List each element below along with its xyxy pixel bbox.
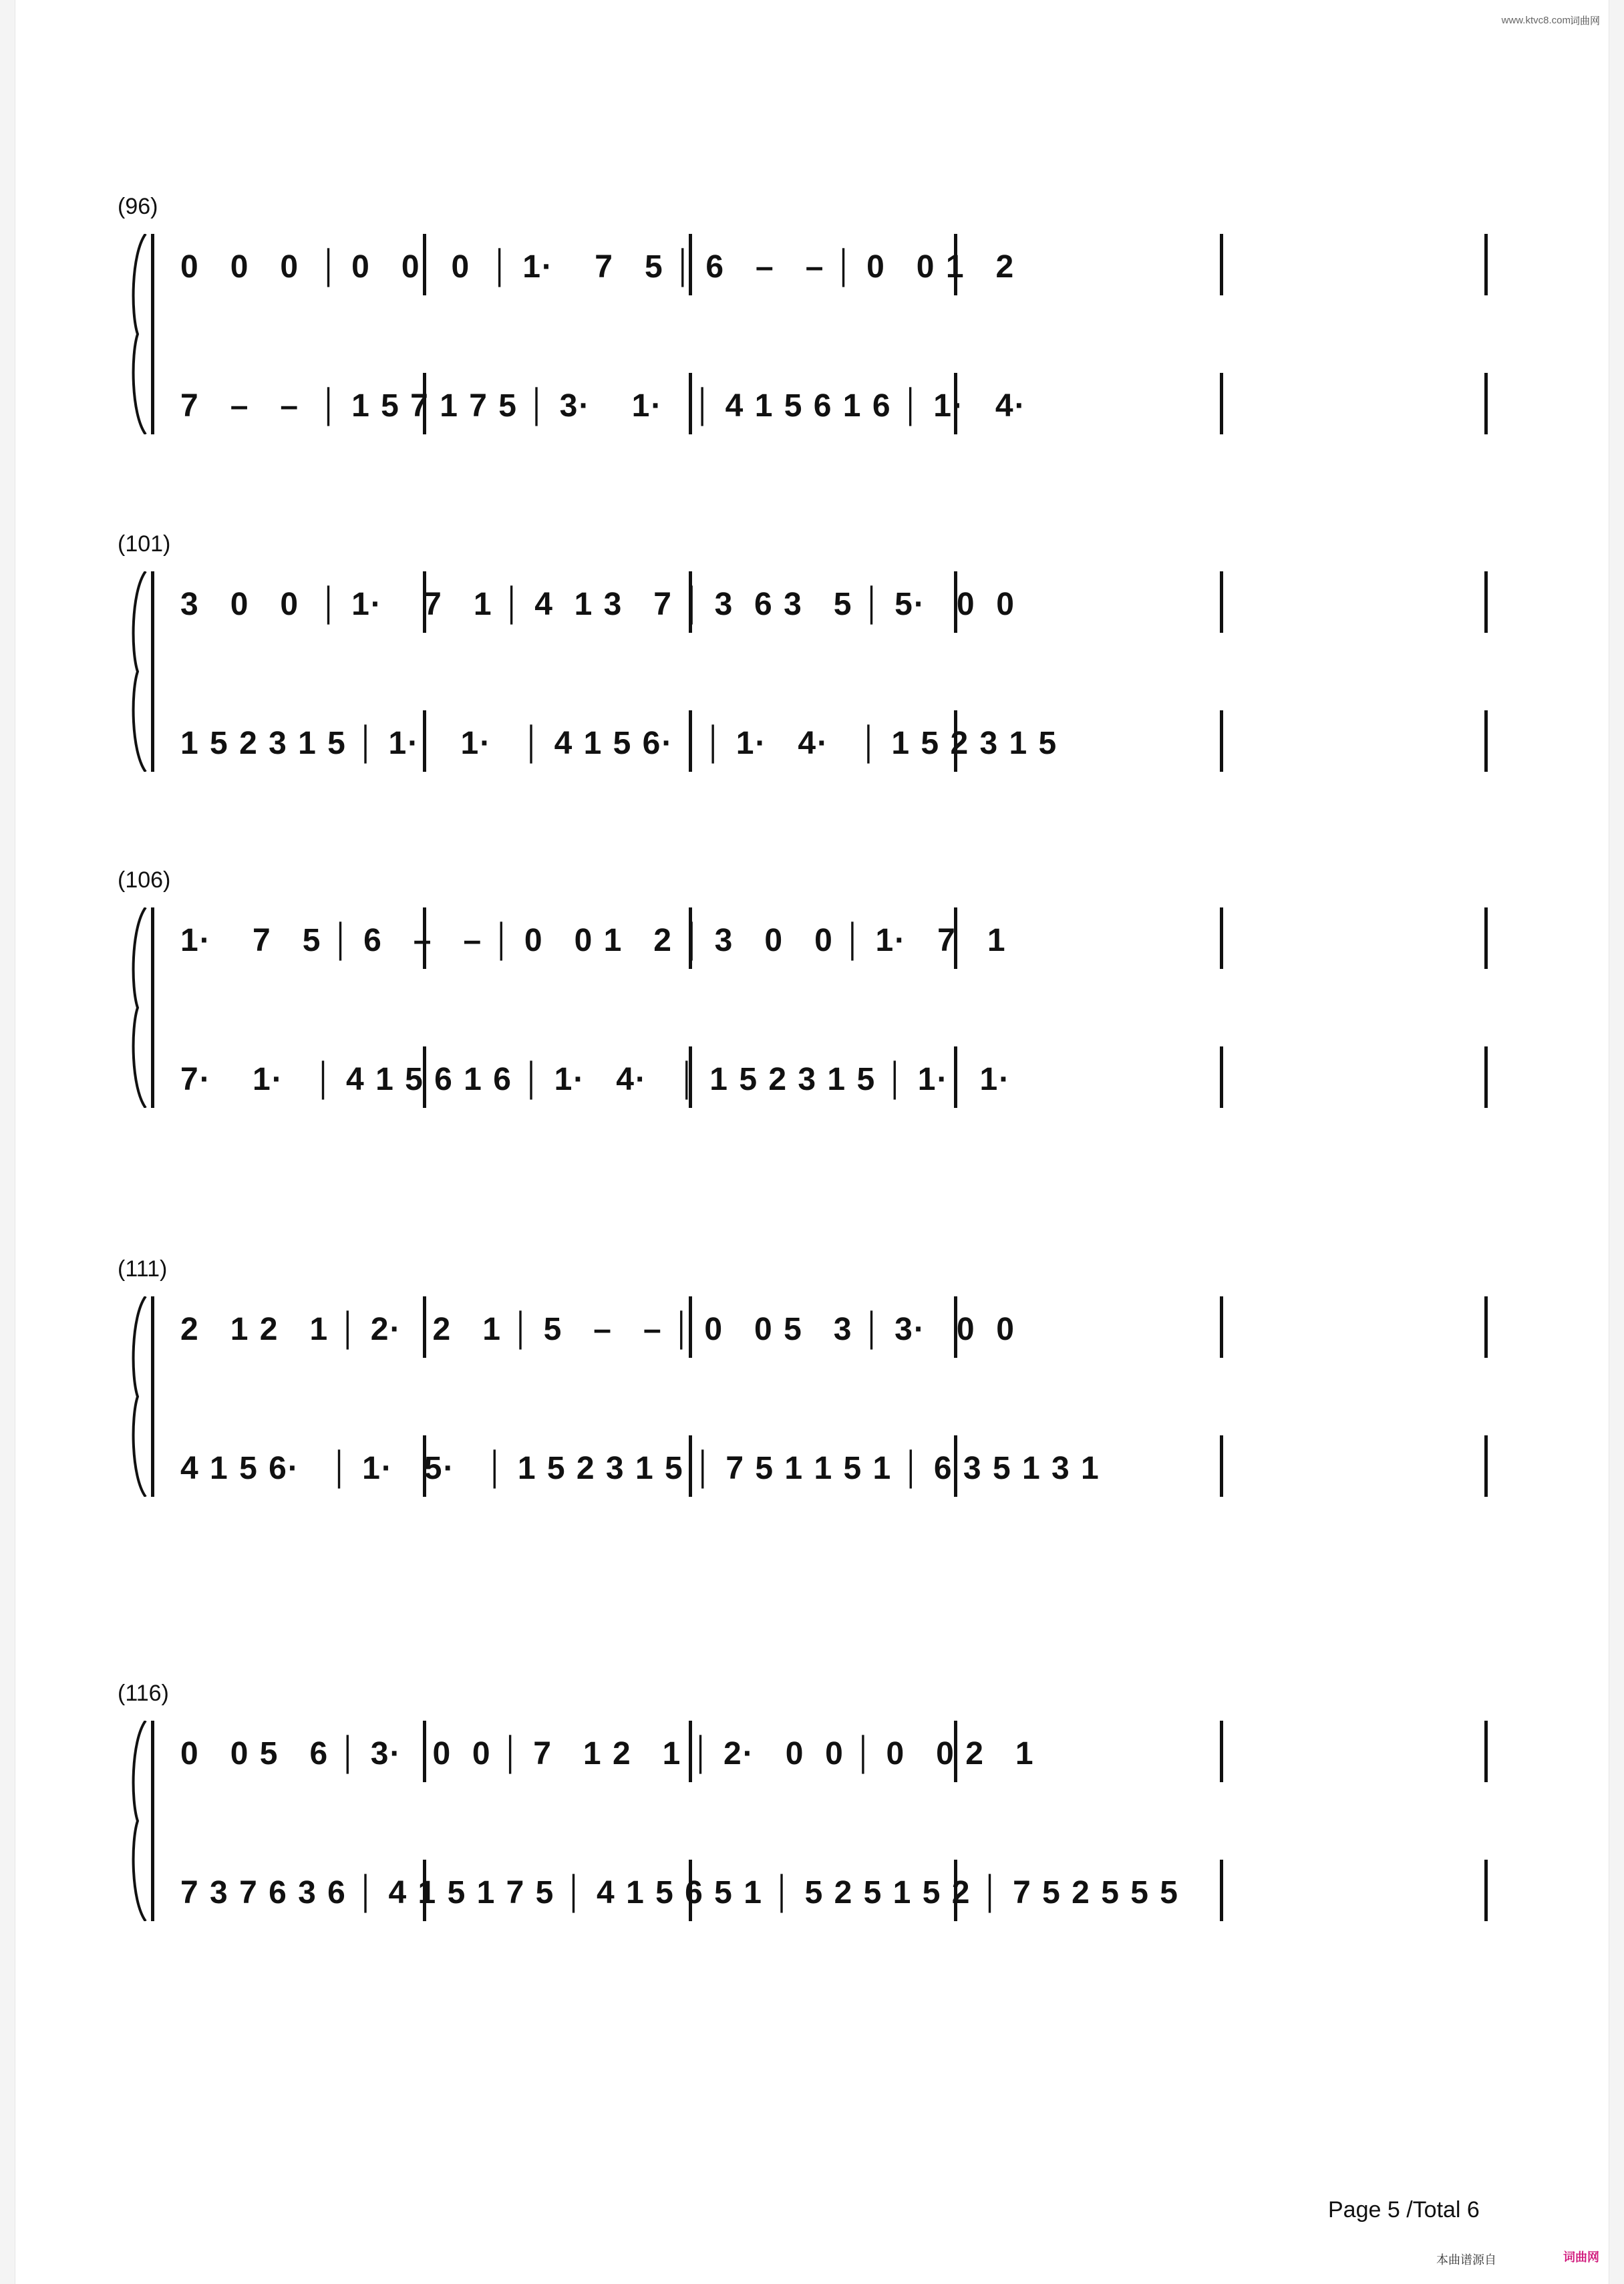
barline xyxy=(1220,907,1223,969)
barline xyxy=(1484,1296,1488,1358)
treble-notes: 2 1 2 1 │ 2· 2 1 │ 5 – – │ 0 0 5 3 │ 3· 0 0 xyxy=(180,1312,1015,1347)
right-border-strip xyxy=(1609,0,1624,2284)
treble-notes: 0 0 0 │ 0 0 0 │ 1· 7 5 │ 6 – – │ 0 0 1 2 xyxy=(180,249,1015,285)
page-indicator: Page 5 /Total 6 xyxy=(1328,2197,1480,2223)
bass-notes: 7 – – │ 1 5 7 1 7 5 │ 3· 1· │ 4 1 5 6 1 6 │ 1· 4· xyxy=(180,388,1027,424)
system-line xyxy=(151,571,154,772)
score-system xyxy=(114,531,1490,825)
barline xyxy=(1220,234,1223,295)
barline xyxy=(1484,1721,1488,1782)
barline xyxy=(1484,907,1488,969)
grand-staff-brace xyxy=(127,1721,147,1921)
measure-number: (96) xyxy=(118,194,158,219)
left-border-strip xyxy=(0,0,15,2284)
header-url: www.ktvc8.com xyxy=(1501,15,1571,26)
grand-staff-brace xyxy=(127,907,147,1108)
score-system xyxy=(114,194,1490,488)
bass-notes: 7 3 7 6 3 6 │ 4 1 5 1 7 5 │ 4 1 5 6 5 1 │ 5 2 5 1 5 2 │ 7 5 2 5 5 5 xyxy=(180,1875,1179,1910)
header-logo: 词曲网 xyxy=(1569,15,1600,27)
barline xyxy=(1220,1860,1223,1921)
barline xyxy=(1220,710,1223,772)
system-line xyxy=(151,1721,154,1921)
bass-notes: 7· 1· │ 4 1 5 6 1 6 │ 1· 4· │ 1 5 2 3 1 5 │ 1· 1· xyxy=(180,1062,1011,1097)
treble-notes: 1· 7 5 │ 6 – – │ 0 0 1 2 │ 3 0 0 │ 1· 7 1 xyxy=(180,923,1007,958)
treble-notes: 3 0 0 │ 1· 7 1 │ 4 1 3 7 │ 3 6 3 5 │ 5· 0 0 xyxy=(180,587,1015,622)
footer-source-text: 本曲谱源自 xyxy=(1436,2253,1496,2267)
treble-notes: 0 0 5 6 │ 3· 0 0 │ 7 1 2 1 │ 2· 0 0 │ 0 0 2 1 xyxy=(180,1736,1035,1771)
barline xyxy=(1220,1721,1223,1782)
barline xyxy=(1484,373,1488,434)
barline xyxy=(1484,234,1488,295)
measure-number: (116) xyxy=(118,1681,169,1706)
system-line xyxy=(151,234,154,434)
barline xyxy=(1484,1435,1488,1497)
score-system xyxy=(114,1256,1490,1550)
grand-staff-brace xyxy=(127,1296,147,1497)
grand-staff-brace xyxy=(127,571,147,772)
bass-notes: 1 5 2 3 1 5 │ 1· 1· │ 4 1 5 6· │ 1· 4· │ 1 5 2 3 1 5 xyxy=(180,726,1058,761)
barline xyxy=(1220,1435,1223,1497)
system-line xyxy=(151,1296,154,1497)
barline xyxy=(1220,1046,1223,1108)
measure-number: (101) xyxy=(118,531,171,557)
measure-number: (106) xyxy=(118,867,171,893)
barline xyxy=(1484,1860,1488,1921)
barline xyxy=(1484,1046,1488,1108)
measure-number: (111) xyxy=(118,1256,168,1282)
barline xyxy=(1484,710,1488,772)
barline xyxy=(1484,571,1488,633)
footer-logo: 词曲网 xyxy=(1563,2251,1599,2264)
grand-staff-brace xyxy=(127,234,147,434)
barline xyxy=(1220,1296,1223,1358)
score-system xyxy=(114,1681,1490,1975)
bass-notes: 4 1 5 6· │ 1· 5· │ 1 5 2 3 1 5 │ 7 5 1 1 5 1 │ 6 3 5 1 3 1 xyxy=(180,1451,1100,1486)
system-line xyxy=(151,907,154,1108)
barline xyxy=(1220,571,1223,633)
score-system xyxy=(114,867,1490,1161)
barline xyxy=(1220,373,1223,434)
